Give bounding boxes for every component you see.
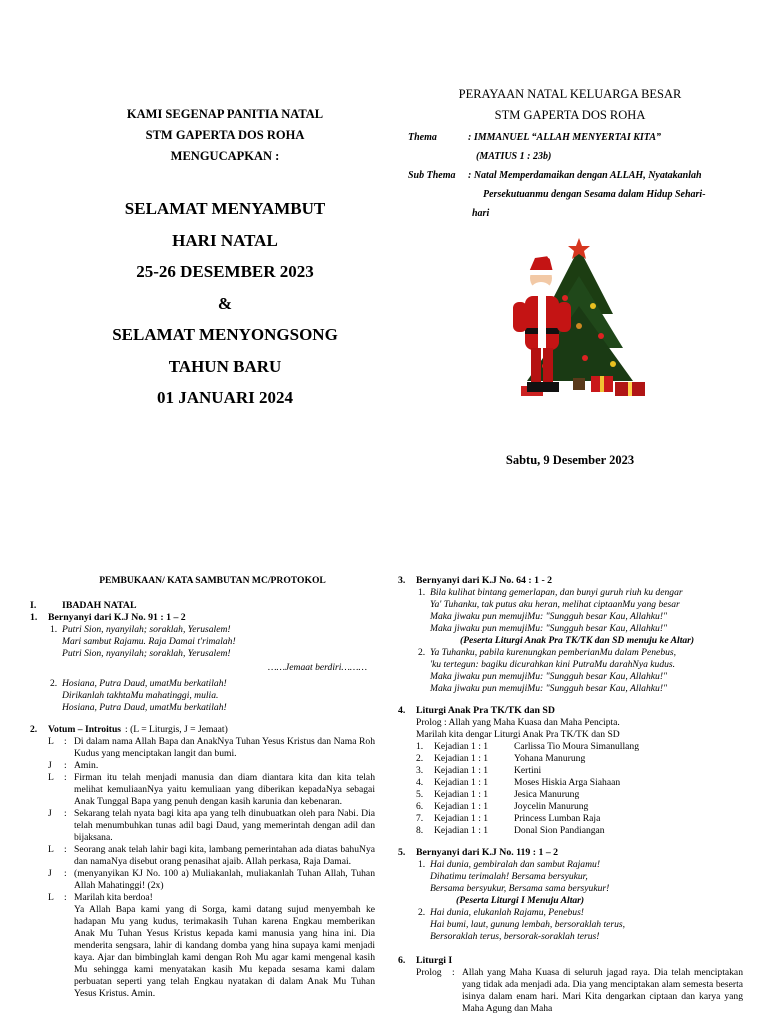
s1-v2-line-a: Hosiana, Putra Daud, umatMu berkatilah! — [62, 678, 227, 689]
santa-christmas-tree-illustration — [505, 236, 665, 408]
left-column: PEMBUKAAN/ KATA SAMBUTAN MC/PROTOKOL I. IBADAH NATAL 1. Bernyanyi dari K.J No. 91 : 1 – 2 1. Putri Sion, nyanyilah; soraklah, Yerusalem! Mari sambut Rajamu. Raja Damai t'rimalah! Putri Sion, nyanyilah; soraklah, Yerusalem! ……Jemaat berdiri……… 2. Hosiana, Putra Daud, umatMu berkatilah! Dirikanlah takhtaMu mahatinggi, mulia. Hosiana, Putra Daud, umatMu berkatilah! 2. Votum – Introitus : (L = Liturgis, J = Jemaat) L : Di dalam nama Allah Bapa dan AnakNya Tuhan Yesus Kristus dan Nama Roh Kudus yang menciptakan langit dan bumi. J : Amin. L : Firman itu telah menjadi manusia dan diam diantara kita dan kita telah melihat kemuliaanNya yaitu kemuliaan yang diberikan kepadaNya sebagai Anak Tunggal Bapa yang penuh dengan kasih karunia dan kebenaran. J : Sekarang telah nyata bagi kita apa yang telh dinubuatkan oleh para Nabi. Dia telah menumbuhkan tunas adil bagi Daud, yang memerintah dengan adil dan bijaksana. L : Seorang anak telah lahir bagi kita, lambang pemerintahan ada diatas bahuNya dan namaNya disebut orang penasihat ajaib. Allah perkasa, Raja Damai. J : (menyanyikan KJ No. 100 a) Muliakanlah, muliakanlah Tuhan Allah, Tuhan Allah Mahatinggi! (2x) L : Marilah kita berdoa! Ya Allah Bapa kami yang di Sorga, kami datang sujud menyembah ke hadapan Mu yang kudus, terimakasih Tuhan karena Engkau memberikan Anak Mu Tuhan Yesus Kristus kepada kami manusia yang hina ini. Dia menderita sengsara, lahir di kandang domba yang hina supaya kami menjadi kaya. Ajar dan bimbinglah kami dengan Roh Mu agar kami mengenal kasih Mu sehingga kami menyatakan kasih Mu kepada sesama kami dalam perbuatan seperti yang telah Engkau nyatakan di dalam Anak Mu Tuhan Yesus Kristus. Amin. — [30, 575, 375, 999]
s5-v1-line-c: Bersama bersyukur, Bersama sama bersyukur! — [430, 883, 610, 894]
s3-v1-line-c: Maka jiwaku pun memujiMu: "Sungguh besar Kau, Allahku!" — [430, 611, 668, 622]
greeting-big-1: SELAMAT MENYAMBUT — [124, 199, 326, 218]
s1-v1-number: 1. — [50, 624, 58, 635]
greeting-big-2: HARI NATAL — [172, 230, 278, 250]
speaker: L — [48, 892, 54, 903]
s6-number: 6. — [398, 955, 406, 966]
s1-v2-line-b: Dirikanlah takhtaMu mahatinggi, mulia. — [62, 690, 219, 701]
s5-v2-line-c: Bersoraklah terus, bersorak-soraklah terus! — [430, 931, 600, 942]
list-item: 4. Kejadian 1 : 1 Moses Hiskia Arga Siahaan — [416, 777, 621, 788]
greeting-big-6: TAHUN BARU — [168, 356, 282, 376]
s5-number: 5. — [398, 847, 406, 858]
s3-number: 3. — [398, 575, 406, 586]
liturgy-text: Sekarang telah nyata bagi kita apa yang telh dinubuatkan oleh para Nabi. Dia telah menumbuhkan tunas adil bagi Daud, yang memerintah dengan adil dan bijaksana. — [74, 808, 375, 843]
s5-v1-number: 1. — [418, 859, 426, 870]
greeting-big-4: & — [217, 293, 233, 313]
s3-v1-line-d: Maka jiwaku pun memujiMu: "Sungguh besar Kau, Allahku!" — [430, 623, 668, 634]
s1-v2-line-c: Hosiana, Putra Daud, umatMu berkatilah! — [62, 702, 227, 713]
s6-label: Prolog — [416, 967, 442, 978]
speaker: J — [48, 760, 52, 771]
s1-number: 1. — [30, 612, 38, 623]
list-item: 8. Kejadian 1 : 1 Donal Sion Pandiangan — [416, 825, 605, 836]
list-item: 7. Kejadian 1 : 1 Princess Lumban Raja — [416, 813, 601, 824]
s3-note: (Peserta Liturgi Anak Pra TK/TK dan SD menuju ke Altar) — [460, 635, 695, 646]
speaker: L — [48, 772, 54, 783]
speaker: J — [48, 868, 52, 879]
liturgy-text: Di dalam nama Allah Bapa dan AnakNya Tuhan Yesus Kristus dan Nama Roh Kudus yang menciptakan langit dan bumi. — [74, 736, 375, 759]
list-item: 5. Kejadian 1 : 1 Jesica Manurung — [416, 789, 580, 800]
list-item: 2. Kejadian 1 : 1 Yohana Manurung — [416, 753, 586, 764]
list-item: 1. Kejadian 1 : 1 Carlissa Tio Moura Simanullang — [416, 741, 639, 752]
s5-v2-line-a: Hai dunia, elukanlah Rajamu, Penebus! — [430, 907, 585, 918]
s5-title: Bernyanyi dari K.J No. 119 : 1 – 2 — [416, 847, 559, 858]
s5-v2-line-b: Hai bumi, laut, gunung lembah, bersoraklah terus, — [430, 919, 626, 930]
s4-intro: Marilah kita dengar Liturgi Anak Pra TK/TK dan SD — [416, 729, 620, 740]
opening-title: PEMBUKAAN/ KATA SAMBUTAN MC/PROTOKOL — [99, 575, 326, 586]
section-I-number: I. — [30, 600, 37, 611]
greeting-big-7: 01 JANUARI 2024 — [157, 388, 293, 407]
s1-v1-line-b: Mari sambut Rajamu. Raja Damai t'rimalah! — [62, 636, 236, 647]
greeting-line-1: KAMI SEGENAP PANITIA NATAL — [126, 107, 324, 121]
s6-text: Allah yang Maha Kuasa di seluruh jagad raya. Dia telah menciptakan yang tidak ada menjadi ada. Dia yang menciptakan alam semesta beserta isinya dalam enam hari. Mari Kita dengarkan ciptaan dan karya yang Maha Agung dan Maha — [462, 967, 743, 1014]
s6-title: Liturgi I — [416, 955, 453, 966]
theme-label: Thema — [408, 132, 437, 143]
theme-ref: (MATIUS 1 : 23b) — [476, 151, 552, 162]
greeting-line-3: MENGUCAPKAN : — [170, 149, 280, 163]
greeting-big-3: 25-26 DESEMBER 2023 — [136, 262, 314, 281]
speaker: L — [48, 844, 54, 855]
liturgy-text: (menyanyikan KJ No. 100 a) Muliakanlah, muliakanlah Tuhan Allah, Tuhan Allah Mahatinggi! (2x) — [74, 868, 375, 891]
right-column: 3. Bernyanyi dari K.J No. 64 : 1 - 2 1. Bila kulihat bintang gemerlapan, dan bunyi guruh riuh ku dengar Ya' Tuhanku, tak putus aku heran, melihat ciptaanMu yang besar Maka jiwaku pun memujiMu: "Sungguh besar Kau, Allahku!" Maka jiwaku pun memujiMu: "Sungguh besar Kau, Allahku!" (Peserta Liturgi Anak Pra TK/TK dan SD menuju ke Altar) 2. Ya Tuhanku, pabila kurenungkan pemberianMu dalam Penebus, 'ku tertegun: bagiku dicurahkan kini PutraMu darahNya kudus. Maka jiwaku pun memujiMu: "Sungguh besar Kau, Allahku!" Maka jiwaku pun memujiMu: "Sungguh besar Kau, Allahku!" 4. Liturgi Anak Pra TK/TK dan SD Prolog : Allah yang Maha Kuasa dan Maha Pencipta. Marilah kita dengar Liturgi Anak Pra TK/TK dan SD 1. Kejadian 1 : 1 Carlissa Tio Moura Simanullang 2. Kejadian 1 : 1 Yohana Manurung 3. Kejadian 1 : 1 Kertini 4. Kejadian 1 : 1 Moses Hiskia Arga Siahaan 5. Kejadian 1 : 1 Jesica Manurung 6. Kejadian 1 : 1 Joycelin Manurung 7. Kejadian 1 : 1 Princess Lumban Raja 8. Kejadian 1 : 1 Donal Sion Pandiangan 5. Bernyanyi dari K.J No. 119 : 1 – 2 1. Hai dunia, gembiralah dan sambut Rajamu! Dihatimu terimalah! Bersama bersyukur, Bersama bersyukur, Bersama sama bersyukur! (Peserta Liturgi I Menuju Altar) 2. Hai dunia, elukanlah Rajamu, Penebus! Hai bumi, laut, gunung lembah, bersoraklah terus, Bersoraklah terus, bersorak-soraklah terus! 6. Liturgi I Prolog : Allah yang Maha Kuasa di seluruh jagad raya. Dia telah menciptakan yang tidak ada menjadi ada. Dia yang menciptakan alam semesta beserta isinya dalam enam hari. Mari Kita dengarkan ciptaan dan karya yang Maha Agung dan Maha — [398, 575, 743, 1014]
s1-v2-number: 2. — [50, 678, 58, 689]
greeting-line-2: STM GAPERTA DOS ROHA — [145, 128, 305, 142]
speaker: L — [48, 736, 54, 747]
subtheme-value-2: Persekutuanmu dengan Sesama dalam Hidup Sehari- — [483, 189, 706, 200]
greeting-message — [50, 193, 400, 414]
liturgy-text: Amin. — [74, 760, 99, 771]
subtheme-value-3: hari — [472, 208, 490, 219]
s4-prolog: Prolog : Allah yang Maha Kuasa dan Maha Pencipta. — [416, 717, 620, 728]
s1-v1-line-a: Putri Sion, nyanyilah; soraklah, Yerusalem! — [62, 624, 231, 635]
s3-v1-line-a: Bila kulihat bintang gemerlapan, dan bunyi guruh riuh ku dengar — [430, 587, 683, 598]
s3-v2-line-d: Maka jiwaku pun memujiMu: "Sungguh besar Kau, Allahku!" — [430, 683, 668, 694]
subtheme-label: Sub Thema — [408, 170, 456, 181]
event-date: Sabtu, 9 Desember 2023 — [505, 453, 635, 467]
list-item: 6. Kejadian 1 : 1 Joycelin Manurung — [416, 801, 589, 812]
s2-number: 2. — [30, 724, 38, 735]
s5-v1-line-a: Hai dunia, gembiralah dan sambut Rajamu! — [430, 859, 601, 870]
s5-note: (Peserta Liturgi I Menuju Altar) — [456, 895, 585, 906]
event-title-1: PERAYAAN NATAL KELUARGA BESAR — [458, 87, 682, 101]
s3-v2-line-a: Ya Tuhanku, pabila kurenungkan pemberianMu dalam Penebus, — [430, 647, 677, 658]
s3-v2-line-b: 'ku tertegun: bagiku dicurahkan kini PutraMu darahNya kudus. — [430, 659, 676, 670]
liturgy-text: Marilah kita berdoa! — [74, 892, 153, 903]
prayer-text: Ya Allah Bapa kami yang di Sorga, kami datang sujud menyembah ke hadapan Mu yang kudus, terimakasih Tuhan karena Engkau memberikan Anak Mu Tuhan Yesus Kristus kepada kami manusia yang hina ini. Dia menderita sengsara, lahir di kandang domba yang hina supaya kami menjadi kaya. Ajar dan bimbinglah kami dengan Roh Mu agar kami mengenal kasih Mu sehingga kami menyatakan kasih Mu kepada sesama kami dalam perbuatan seperti yang telah Engkau nyatakan di dalam Anak Mu Tuhan Yesus Kristus. Amin. — [74, 904, 375, 999]
s5-v2-number: 2. — [418, 907, 426, 918]
theme-block — [408, 128, 738, 223]
liturgy-text: Seorang anak telah lahir bagi kita, lambang pemerintahan ada diatas bahuNya dan namaNya disebut orang penasihat ajaib. Allah perkasa, Raja Damai. — [74, 844, 375, 867]
greeting-big-5: SELAMAT MENYONGSONG — [112, 325, 338, 344]
s3-v1-number: 1. — [418, 587, 426, 598]
s3-v2-number: 2. — [418, 647, 426, 658]
s4-title: Liturgi Anak Pra TK/TK dan SD — [416, 705, 555, 716]
s3-v2-line-c: Maka jiwaku pun memujiMu: "Sungguh besar Kau, Allahku!" — [430, 671, 668, 682]
event-title — [420, 84, 720, 126]
s1-note: ……Jemaat berdiri……… — [267, 662, 367, 673]
speaker: J — [48, 808, 52, 819]
list-item: 3. Kejadian 1 : 1 Kertini — [416, 765, 542, 776]
section-I-title: IBADAH NATAL — [62, 600, 137, 611]
s3-title: Bernyanyi dari K.J No. 64 : 1 - 2 — [416, 575, 553, 586]
greeting-header — [60, 104, 390, 167]
s1-v1-line-c: Putri Sion, nyanyilah; soraklah, Yerusalem! — [62, 648, 231, 659]
liturgy-text: Firman itu telah menjadi manusia dan diam diantara kita dan kita telah melihat kemuliaanNya yaitu kemuliaan yang diberikan kepadaNya sebagai Anak Tunggal Bapa yang penuh dengan kasih karunia dan kebenaran. — [74, 772, 375, 807]
s2-title-rest: : (L = Liturgis, J = Jemaat) — [125, 724, 228, 735]
s2-title: Votum – Introitus — [48, 724, 122, 735]
s4-number: 4. — [398, 705, 406, 716]
subtheme-value: : Natal Memperdamaikan dengan ALLAH, Nyatakanlah — [468, 170, 702, 181]
s3-v1-line-b: Ya' Tuhanku, tak putus aku heran, melihat ciptaanMu yang besar — [430, 599, 680, 610]
theme-value: : IMMANUEL “ALLAH MENYERTAI KITA” — [468, 132, 661, 143]
s1-title: Bernyanyi dari K.J No. 91 : 1 – 2 — [48, 612, 186, 623]
event-title-2: STM GAPERTA DOS ROHA — [494, 108, 646, 122]
s5-v1-line-b: Dihatimu terimalah! Bersama bersyukur, — [430, 871, 588, 882]
